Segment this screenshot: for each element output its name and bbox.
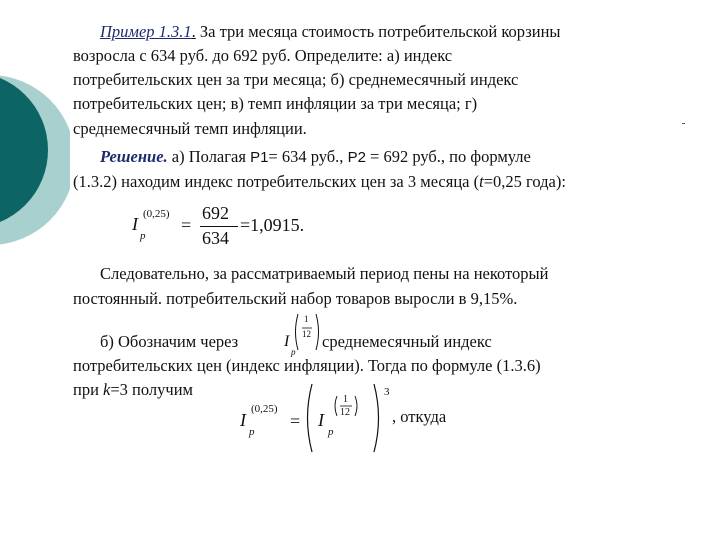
para3-line-3 <box>73 380 193 400</box>
example-title-dot: . <box>191 22 196 41</box>
formula1-denominator: 634 <box>202 228 229 248</box>
example-text-1: За три месяца стоимость потребительской корзины <box>195 22 561 41</box>
var-t: t <box>479 172 484 191</box>
formula1-sup: (0,25) <box>143 208 170 220</box>
para3-line-1a: б) Обозначим через <box>100 332 239 351</box>
formula2-I: I <box>240 410 246 430</box>
example-line-3: потребительских цен за три месяца; б) среднемесячный индекс <box>73 70 519 89</box>
solution-text-1c: = 692 руб., по формуле <box>365 147 531 166</box>
formula1-I: I <box>132 214 138 234</box>
var-k: k <box>103 380 111 399</box>
solution-line-1 <box>100 147 531 168</box>
example-line-1 <box>100 22 561 42</box>
para3-otkuda: , откуда <box>392 407 447 426</box>
formula2-inner-sub-p: p <box>328 426 334 438</box>
inline-I: I <box>284 333 290 350</box>
formula2-equals: = <box>290 411 301 431</box>
formula2-sup: (0,25) <box>251 403 278 415</box>
para2-line-2: постоянный. потребительский набор товаров выросли в 9,15%. <box>73 289 518 308</box>
formula1-equals: = <box>181 215 192 235</box>
solution-text-2a: (1.3.2) находим индекс потребительских цен за 3 месяца ( <box>73 172 480 191</box>
formula2-parens <box>303 382 383 454</box>
formula1-result: =1,0915. <box>240 215 305 235</box>
inline-den: 12 <box>302 329 311 339</box>
para3-line-1b: среднемесячный индекс <box>322 332 492 351</box>
decorative-sidebar <box>0 0 70 540</box>
solution-text-1a: а) Полагая <box>167 147 251 166</box>
formula2-inner-I: I <box>318 410 324 430</box>
var-p2: P2 <box>347 149 366 166</box>
inline-sub-p: p <box>291 347 296 357</box>
formula2-sub-p: p <box>249 426 255 438</box>
stray-dot <box>682 123 685 124</box>
para3-line-2: потребительских цен (индекс инфляции). Тогда по формуле (1.3.6) <box>73 356 541 375</box>
formula1-fraction-bar <box>200 226 238 227</box>
example-line-4: потребительских цен; в) темп инфляции за три месяца; г) <box>73 94 478 113</box>
var-p1: P1 <box>250 149 269 166</box>
example-line-5: среднемесячный темп инфляции. <box>73 119 307 138</box>
example-line-2: возросла с 634 руб. до 692 руб. Определите: а) индекс <box>73 46 453 65</box>
formula2-den: 12 <box>340 407 350 418</box>
para3-text-3b: =3 получим <box>110 380 193 399</box>
formula1-numerator: 692 <box>202 203 229 223</box>
para3-text-3a: при <box>73 380 104 399</box>
decorative-circles <box>0 0 70 540</box>
inline-num: 1 <box>304 314 309 324</box>
solution-text-1b: = 634 руб., <box>268 147 348 166</box>
formula2-power: 3 <box>384 386 390 398</box>
formula1-sub-p: p <box>140 230 146 242</box>
formula2-num: 1 <box>343 394 348 405</box>
para2-line-1: Следовательно, за рассматриваемый период пены на некоторый <box>100 264 549 283</box>
example-title: Пример 1.3.1 <box>100 22 192 41</box>
solution-line-2 <box>73 172 566 192</box>
solution-text-2b: =0,25 года): <box>483 172 566 191</box>
solution-label: Решение. <box>100 147 168 166</box>
